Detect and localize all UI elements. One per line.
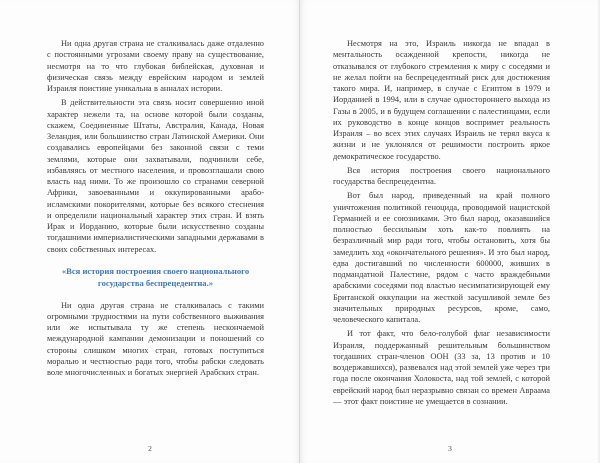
paragraph: Вся история построения своего национального государства беспрецедентна.	[333, 165, 550, 186]
page-left-text	[47, 38, 264, 378]
paragraph: В действительности эта связь носит совершенно иной характер нежели та, на основе которой были созданы, скажем, Соединенные Штаты, Австралия, Канада, Новая Зеландия, или большинство стран Латинской Америки. Они создавались европейцами без законной связи с теми землями, которые они захватывали, подчинили себе, избавляясь от местного населения, и провозглашали свою власть над ними. То же произошло со странами северной Африки, завоеванными и оккупированными арабо-исламскими покорителями, которые без всякого стеснения и определили национальный характер этих стран. И взять Ирак и Иорданию, которые были искусственно созданы тогдашними империалистическими западными державами в своих собственных интересах.	[47, 98, 264, 254]
paragraph: Ни одна другая страна не сталкивалась даже отдаленно с постоянными угрозами своему праву на существование, несмотря на то что глубокая библейская, духовная и физическая связь между еврейским народом и землей Израиля поистине уникальна в анналах истории.	[47, 39, 264, 93]
page-number: 2	[148, 444, 152, 453]
page-right	[300, 0, 600, 463]
page-number: 3	[448, 444, 452, 453]
paragraph: И тот факт, что бело-голубой флаг независимости Израиля, поддержанный решительным большинством тогдашних стран-членов ООН (33 за, 13 против и 10 воздержавшихся), развевался над этой землей уже через три года после окончания Холокоста, над той землей, с которой еврейский народ был неразрывно связан со времен Авраама — этот факт поистине не умещается в сознании.	[333, 329, 550, 406]
paragraph: Несмотря на это, Израиль никогда не впадал в ментальность осажденной крепости, никогда не отказывался от глубокого стремления к миру с соседями и не желал пойти на беспрецедентный риск для достижения такого мира. И, например, в случае с Египтом в 1979 и Иорданией в 1994, или в случае одностороннего выхода из Газы в 2005, и в будущем соглашении с палестинцами, если их руководство в конце концов воспримет реальность Израиля – во всех этих случаях Израиль не терял вкуса к жизни и не уклонялся от решимости построить яркое демократическое государство.	[333, 39, 550, 161]
paragraph: Вот был народ, приведенный на край полного уничтожения политикой геноцида, проводимой нацистской Германией и ее союзниками. Это был народ, оказавшийся полностью бессильным хоть как-то повлиять на безразличный мир ради того, чтобы остановить, хотя бы замедлить ход «окончательного решения». И это был народ, едва достигавший по численности 600000, живших в подмандатной Палестине, рядом с часто враждебными арабскими соседями под властью несимпатизирующей ему Британской оккупации на жесткой засушливой земле без значительных природных ресурсов, кроме, само, человеческого капитала.	[333, 191, 550, 324]
paragraph: Ни одна другая страна не сталкивалась с такими огромными трудностями на пути собственного выживания или же испытывала ту же степень нескончаемой международной кампании демонизации и поношений со стороны слишком многих стран, готовых поступиться моралью и честностью ради того, чтобы рабски следовать воле многочисленных и богатых энергией Арабских стран.	[47, 300, 264, 378]
page-right-text	[333, 38, 550, 407]
pull-quote: «Вся история построения своего национального государства беспрецедентна.»	[61, 265, 250, 289]
